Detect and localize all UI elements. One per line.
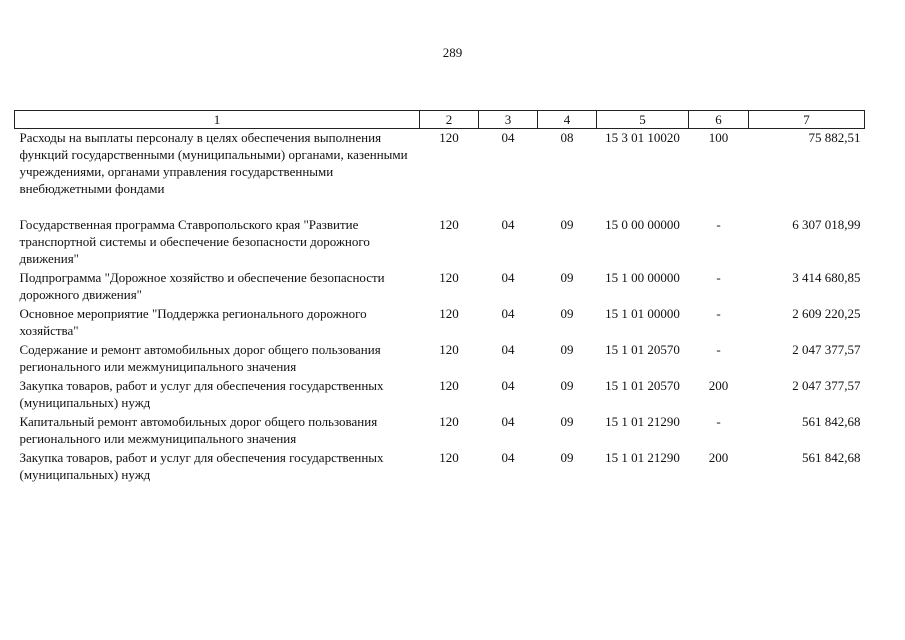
row-target-article: 15 1 01 20570 [605, 342, 680, 357]
table-row [15, 449, 865, 485]
row-section-code: 04 [501, 306, 515, 321]
row-expense-type: - [716, 306, 721, 321]
table-row [15, 377, 865, 413]
column-header: 2 [420, 111, 479, 129]
row-ministry-code: 120 [439, 306, 459, 321]
row-section-code: 04 [501, 450, 515, 465]
column-header: 7 [749, 111, 865, 129]
row-expense-type: 100 [708, 130, 729, 145]
table-row [15, 341, 865, 377]
row-amount: 75 882,51 [808, 130, 861, 145]
table-row [15, 129, 865, 217]
row-description: Государственная программа Ставропольского края "Развитие транспортной системы и обеспечение безопасности дорожного движения" [19, 217, 370, 266]
row-section-code: 04 [501, 217, 515, 232]
row-description: Капитальный ремонт автомобильных дорог общего пользования регионального или межмуниципального значения [19, 414, 378, 446]
column-header: 6 [689, 111, 749, 129]
table-row [15, 305, 865, 341]
row-subsection-code: 09 [560, 342, 574, 357]
row-expense-type: 200 [708, 378, 729, 393]
row-amount: 6 307 018,99 [792, 217, 861, 232]
column-header: 3 [479, 111, 538, 129]
row-section-code: 04 [501, 414, 515, 429]
row-ministry-code: 120 [439, 378, 459, 393]
row-expense-type: - [716, 342, 721, 357]
row-target-article: 15 0 00 00000 [605, 217, 680, 232]
row-subsection-code: 09 [560, 450, 574, 465]
row-expense-type: - [716, 414, 721, 429]
row-target-article: 15 1 00 00000 [605, 270, 680, 285]
table-row [15, 216, 865, 269]
row-amount: 3 414 680,85 [792, 270, 861, 285]
row-description: Основное мероприятие "Поддержка регионального дорожного хозяйства" [19, 306, 367, 338]
table-row [15, 269, 865, 305]
page-number: 289 [442, 45, 463, 60]
row-ministry-code: 120 [439, 130, 459, 145]
row-subsection-code: 08 [560, 130, 574, 145]
row-expense-type: - [716, 217, 721, 232]
row-section-code: 04 [501, 378, 515, 393]
budget-table [14, 110, 865, 485]
column-header: 5 [597, 111, 689, 129]
row-ministry-code: 120 [439, 414, 459, 429]
row-subsection-code: 09 [560, 270, 574, 285]
row-subsection-code: 09 [560, 378, 574, 393]
row-subsection-code: 09 [560, 414, 574, 429]
row-amount: 2 047 377,57 [792, 378, 861, 393]
row-description: Содержание и ремонт автомобильных дорог общего пользования регионального или межмуниципального значения [19, 342, 381, 374]
row-ministry-code: 120 [439, 450, 459, 465]
row-amount: 2 609 220,25 [792, 306, 861, 321]
row-target-article: 15 1 01 00000 [605, 306, 680, 321]
row-section-code: 04 [501, 270, 515, 285]
row-target-article: 15 1 01 21290 [605, 414, 680, 429]
row-subsection-code: 09 [560, 217, 574, 232]
row-amount: 561 842,68 [802, 414, 861, 429]
row-expense-type: 200 [708, 450, 729, 465]
table-row [15, 413, 865, 449]
row-description: Закупка товаров, работ и услуг для обеспечения государственных (муниципальных) нужд [19, 450, 384, 482]
row-amount: 561 842,68 [802, 450, 861, 465]
row-section-code: 04 [501, 342, 515, 357]
row-description: Подпрограмма "Дорожное хозяйство и обеспечение безопасности дорожного движения" [19, 270, 385, 302]
row-expense-type: - [716, 270, 721, 285]
row-section-code: 04 [501, 130, 515, 145]
row-ministry-code: 120 [439, 270, 459, 285]
row-ministry-code: 120 [439, 342, 459, 357]
row-description: Закупка товаров, работ и услуг для обеспечения государственных (муниципальных) нужд [19, 378, 384, 410]
row-amount: 2 047 377,57 [792, 342, 861, 357]
row-ministry-code: 120 [439, 217, 459, 232]
row-target-article: 15 1 01 21290 [605, 450, 680, 465]
row-description: Расходы на выплаты персоналу в целях обеспечения выполнения функций государственными (муниципальными) органами, казенными учреждениями, органами управления государственными внебюджетными фондами [19, 130, 408, 196]
row-target-article: 15 3 01 10020 [605, 130, 680, 145]
row-target-article: 15 1 01 20570 [605, 378, 680, 393]
column-header: 4 [538, 111, 597, 129]
row-subsection-code: 09 [560, 306, 574, 321]
column-header: 1 [15, 111, 420, 129]
table-header-row [15, 111, 865, 129]
